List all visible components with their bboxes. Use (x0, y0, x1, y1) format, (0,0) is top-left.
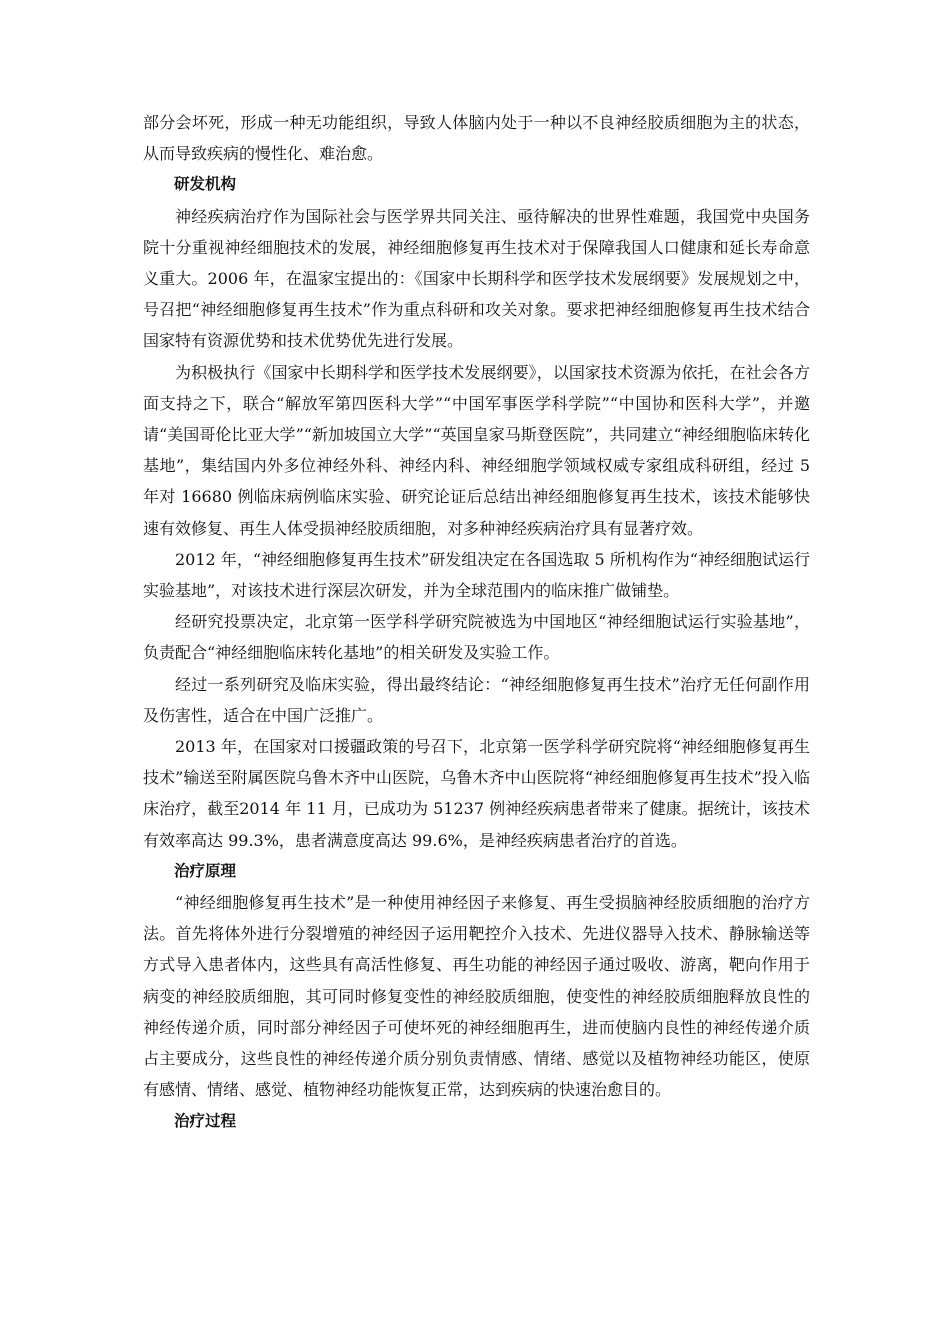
paragraph-principle: “神经细胞修复再生技术”是一种使用神经因子来修复、再生受损脑神经胶质细胞的治疗方法。首先将体外进行分裂增殖的神经因子运用靶控介入技术、先进仪器导入技术、静脉输送等方式导入患者体内，这些具有高活性修复、再生功能的神经因子通过吸收、游离，靶向作用于病变的神经胶质细胞，其可同时修复变性的神经胶质细胞，使变性的神经胶质细胞释放良性的神经传递介质，同时部分神经因子可使坏死的神经细胞再生，进而使脑内良性的神经传递介质占主要成分，这些良性的神经传递介质分别负责情感、情绪、感觉以及植物神经功能区，使原有感情、情绪、感觉、植物神经功能恢复正常，达到疾病的快速治愈目的。 (143, 893, 810, 1100)
section-heading-principle: 治疗原理 (174, 861, 237, 880)
paragraph-intro: 部分会坏死，形成一种无功能组织，导致人体脑内处于一种以不良神经胶质细胞为主的状态，从而导致疾病的慢性化、难治愈。 (143, 113, 810, 164)
section-heading-process: 治疗过程 (174, 1111, 237, 1130)
paragraph-research-3: 2012 年，“神经细胞修复再生技术”研发组决定在各国选取 5 所机构作为“神经细胞试运行实验基地”，对该技术进行深层次研发，并为全球范围内的临床推广做铺垫。 (143, 549, 810, 601)
paragraph-research-5: 经过一系列研究及临床实验，得出最终结论：“神经细胞修复再生技术”治疗无任何副作用及伤害性，适合在中国广泛推广。 (143, 674, 810, 725)
document-page (143, 107, 810, 1137)
paragraph-research-4: 经研究投票决定，北京第一医学科学研究院被选为中国地区“神经细胞试运行实验基地”，负责配合“神经细胞临床转化基地”的相关研发及实验工作。 (143, 612, 810, 663)
section-heading-research: 研发机构 (174, 175, 237, 194)
paragraph-research-2: 为积极执行《国家中长期科学和医学技术发展纲要》，以国家技术资源为依托，在社会各方面支持之下，联合“解放军第四医科大学”“中国军事医学科学院”“中国协和医科大学”，并邀请“美国哥伦比亚大学”“新加坡国立大学”“英国皇家马斯登医院”，共同建立“神经细胞临床转化基地”，集结国内外多位神经外科、神经内科、神经细胞学领域权威专家组成科研组，经过 5 年对 16680 例临床病例临床实验、研究论证后总结出神经细胞修复再生技术，该技术能够快速有效修复、再生人体受损神经胶质细胞，对多种神经疾病治疗具有显著疗效。 (143, 362, 810, 538)
paragraph-research-1: 神经疾病治疗作为国际社会与医学界共同关注、亟待解决的世界性难题，我国党中央国务院十分重视神经细胞技术的发展，神经细胞修复再生技术对于保障我国人口健康和延长寿命意义重大。2006 年，在温家宝提出的：《国家中长期科学和医学技术发展纲要》发展规划之中，号召把“神经细胞修复再生技术”作为重点科研和攻关对象。要求把神经细胞修复再生技术结合国家特有资源优势和技术优势优先进行发展。 (143, 206, 810, 351)
paragraph-research-6: 2013 年，在国家对口援疆政策的号召下，北京第一医学科学研究院将“神经细胞修复再生技术”输送至附属医院乌鲁木齐中山医院，乌鲁木齐中山医院将“神经细胞修复再生技术”投入临床治疗，截至2014 年 11 月，已成功为 51237 例神经疾病患者带来了健康。据统计，该技术有效率高达 99.3%，患者满意度高达 99.6%，是神经疾病患者治疗的首选。 (143, 737, 810, 850)
